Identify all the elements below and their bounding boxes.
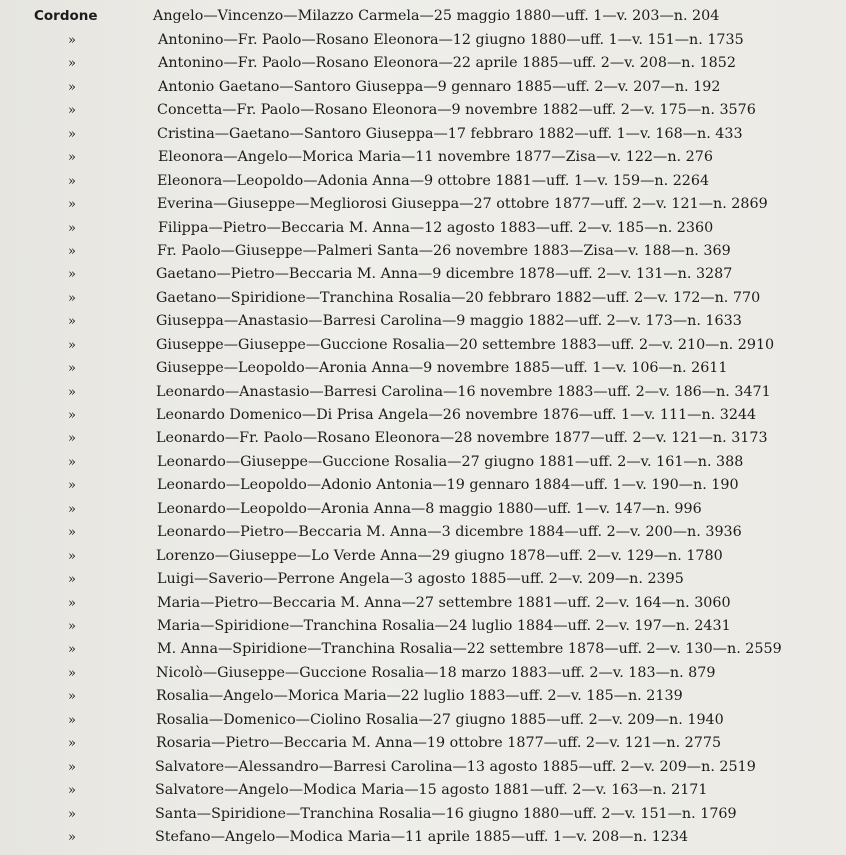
- ditto-mark: »: [68, 619, 76, 634]
- register-row: [0, 593, 846, 614]
- ditto-mark: »: [68, 103, 76, 118]
- register-entry: Giuseppe—Leopoldo—Aronia Anna—9 novembre 1885—uff. 1—v. 106—n. 2611: [156, 360, 728, 376]
- register-entry: Leonardo—Leopoldo—Aronia Anna—8 maggio 1880—uff. 1—v. 147—n. 996: [157, 501, 702, 517]
- register-row: [0, 616, 846, 637]
- ditto-mark: »: [68, 760, 76, 775]
- ditto-mark: »: [68, 150, 76, 165]
- register-row: [0, 733, 846, 754]
- register-entry: Leonardo—Anastasio—Barresi Carolina—16 novembre 1883—uff. 2—v. 186—n. 3471: [156, 384, 771, 400]
- ditto-mark: »: [68, 455, 76, 470]
- register-entry: Rosalia—Domenico—Ciolino Rosalia—27 giugno 1885—uff. 2—v. 209—n. 1940: [156, 712, 724, 728]
- register-row: [0, 171, 846, 192]
- ditto-mark: »: [68, 56, 76, 71]
- ditto-mark: »: [68, 127, 76, 142]
- ditto-mark: »: [68, 267, 76, 282]
- ditto-mark: »: [68, 713, 76, 728]
- register-row: [0, 475, 846, 496]
- register-entry: Leonardo—Pietro—Beccaria M. Anna—3 dicembre 1884—uff. 2—v. 200—n. 3936: [157, 524, 742, 540]
- ditto-mark: »: [68, 291, 76, 306]
- register-row: [0, 194, 846, 215]
- ditto-mark: »: [68, 197, 76, 212]
- ditto-mark: »: [68, 783, 76, 798]
- register-row: [0, 124, 846, 145]
- ditto-mark: »: [68, 736, 76, 751]
- ditto-mark: »: [68, 174, 76, 189]
- ditto-mark: »: [68, 33, 76, 48]
- register-row: [0, 639, 846, 660]
- register-row: [0, 710, 846, 731]
- register-entry: Antonino—Fr. Paolo—Rosano Eleonora—22 aprile 1885—uff. 2—v. 208—n. 1852: [158, 55, 736, 71]
- register-entry: Maria—Pietro—Beccaria M. Anna—27 settembre 1881—uff. 2—v. 164—n. 3060: [157, 595, 731, 611]
- register-row: [0, 686, 846, 707]
- ditto-mark: »: [68, 549, 76, 564]
- register-entry: Maria—Spiridione—Tranchina Rosalia—24 luglio 1884—uff. 2—v. 197—n. 2431: [157, 618, 731, 634]
- register-entry: Everina—Giuseppe—Megliorosi Giuseppa—27 ottobre 1877—uff. 2—v. 121—n. 2869: [157, 196, 768, 212]
- register-entry: Giuseppe—Giuseppe—Guccione Rosalia—20 settembre 1883—uff. 2—v. 210—n. 2910: [156, 337, 775, 353]
- register-row: [0, 311, 846, 332]
- register-row: [0, 663, 846, 684]
- register-entry: Leonardo Domenico—Di Prisa Angela—26 novembre 1876—uff. 1—v. 111—n. 3244: [156, 407, 757, 423]
- ditto-mark: »: [68, 338, 76, 353]
- register-row: [0, 428, 846, 449]
- register-entry: Gaetano—Spiridione—Tranchina Rosalia—20 febbraro 1882—uff. 2—v. 172—n. 770: [156, 290, 761, 306]
- ditto-mark: »: [68, 572, 76, 587]
- ditto-mark: »: [68, 596, 76, 611]
- register-entry: Filippa—Pietro—Beccaria M. Anna—12 agosto 1883—uff. 2—v. 185—n. 2360: [158, 220, 714, 236]
- register-entry: Salvatore—Alessandro—Barresi Carolina—13 agosto 1885—uff. 2—v. 209—n. 2519: [155, 759, 756, 775]
- ditto-mark: »: [68, 830, 76, 845]
- register-row: [0, 780, 846, 801]
- register-entry: Antonino—Fr. Paolo—Rosano Eleonora—12 giugno 1880—uff. 1—v. 151—n. 1735: [158, 32, 744, 48]
- register-row: [0, 382, 846, 403]
- register-row: [0, 6, 846, 27]
- register-row: [0, 452, 846, 473]
- register-entry: Nicolò—Giuseppe—Guccione Rosalia—18 marzo 1883—uff. 2—v. 183—n. 879: [156, 665, 716, 681]
- register-row: [0, 53, 846, 74]
- register-row: [0, 264, 846, 285]
- ditto-mark: »: [68, 642, 76, 657]
- ditto-mark: »: [68, 221, 76, 236]
- ditto-mark: »: [68, 689, 76, 704]
- register-row: [0, 546, 846, 567]
- ditto-mark: »: [68, 807, 76, 822]
- ditto-mark: »: [68, 385, 76, 400]
- register-row: [0, 757, 846, 778]
- register-row: [0, 405, 846, 426]
- register-entry: Leonardo—Giuseppe—Guccione Rosalia—27 giugno 1881—uff. 2—v. 161—n. 388: [157, 454, 744, 470]
- register-entry: Santa—Spiridione—Tranchina Rosalia—16 giugno 1880—uff. 2—v. 151—n. 1769: [155, 806, 737, 822]
- register-row: [0, 288, 846, 309]
- register-entry: Cristina—Gaetano—Santoro Giuseppa—17 febbraro 1882—uff. 1—v. 168—n. 433: [157, 126, 743, 142]
- register-row: [0, 100, 846, 121]
- register-entry: Leonardo—Fr. Paolo—Rosano Eleonora—28 novembre 1877—uff. 2—v. 121—n. 3173: [156, 430, 768, 446]
- register-entry: Eleonora—Angelo—Morica Maria—11 novembre 1877—Zisa—v. 122—n. 276: [158, 149, 713, 165]
- register-entry: Rosalia—Angelo—Morica Maria—22 luglio 1883—uff. 2—v. 185—n. 2139: [156, 688, 683, 704]
- ditto-mark: »: [68, 80, 76, 95]
- register-entry: Angelo—Vincenzo—Milazzo Carmela—25 maggio 1880—uff. 1—v. 203—n. 204: [153, 8, 720, 24]
- ditto-mark: »: [68, 478, 76, 493]
- register-entry: M. Anna—Spiridione—Tranchina Rosalia—22 settembre 1878—uff. 2—v. 130—n. 2559: [157, 641, 782, 657]
- ditto-mark: »: [68, 361, 76, 376]
- register-row: [0, 241, 846, 262]
- register-row: [0, 218, 846, 239]
- ditto-mark: »: [68, 244, 76, 259]
- ditto-mark: »: [68, 431, 76, 446]
- register-entry: Eleonora—Leopoldo—Adonia Anna—9 ottobre 1881—uff. 1—v. 159—n. 2264: [157, 173, 710, 189]
- register-entry: Giuseppa—Anastasio—Barresi Carolina—9 maggio 1882—uff. 2—v. 173—n. 1633: [156, 313, 742, 329]
- ditto-mark: »: [68, 666, 76, 681]
- register-row: [0, 77, 846, 98]
- register-entry: Leonardo—Leopoldo—Adonio Antonia—19 gennaro 1884—uff. 1—v. 190—n. 190: [157, 477, 739, 493]
- ditto-mark: »: [68, 502, 76, 517]
- ditto-mark: »: [68, 525, 76, 540]
- register-row: [0, 30, 846, 51]
- register-row: [0, 827, 846, 848]
- register-row: [0, 522, 846, 543]
- register-row: [0, 358, 846, 379]
- register-row: [0, 147, 846, 168]
- register-entry: Stefano—Angelo—Modica Maria—11 aprile 1885—uff. 1—v. 208—n. 1234: [155, 829, 689, 845]
- ditto-mark: »: [68, 314, 76, 329]
- register-row: [0, 335, 846, 356]
- surname-heading: Cordone: [34, 8, 98, 24]
- register-entry: Antonio Gaetano—Santoro Giuseppa—9 gennaro 1885—uff. 2—v. 207—n. 192: [158, 79, 721, 95]
- register-entry: Luigi—Saverio—Perrone Angela—3 agosto 1885—uff. 2—v. 209—n. 2395: [157, 571, 684, 587]
- register-entry: Salvatore—Angelo—Modica Maria—15 agosto 1881—uff. 2—v. 163—n. 2171: [155, 782, 708, 798]
- register-row: [0, 499, 846, 520]
- register-entry: Gaetano—Pietro—Beccaria M. Anna—9 dicembre 1878—uff. 2—v. 131—n. 3287: [156, 266, 733, 282]
- ditto-mark: »: [68, 408, 76, 423]
- register-row: [0, 804, 846, 825]
- register-entry: Lorenzo—Giuseppe—Lo Verde Anna—29 giugno 1878—uff. 2—v. 129—n. 1780: [156, 548, 723, 564]
- register-entry: Rosaria—Pietro—Beccaria M. Anna—19 ottobre 1877—uff. 2—v. 121—n. 2775: [156, 735, 722, 751]
- register-entry: Fr. Paolo—Giuseppe—Palmeri Santa—26 novembre 1883—Zisa—v. 188—n. 369: [157, 243, 731, 259]
- register-row: [0, 569, 846, 590]
- register-entry: Concetta—Fr. Paolo—Rosano Eleonora—9 novembre 1882—uff. 2—v. 175—n. 3576: [157, 102, 756, 118]
